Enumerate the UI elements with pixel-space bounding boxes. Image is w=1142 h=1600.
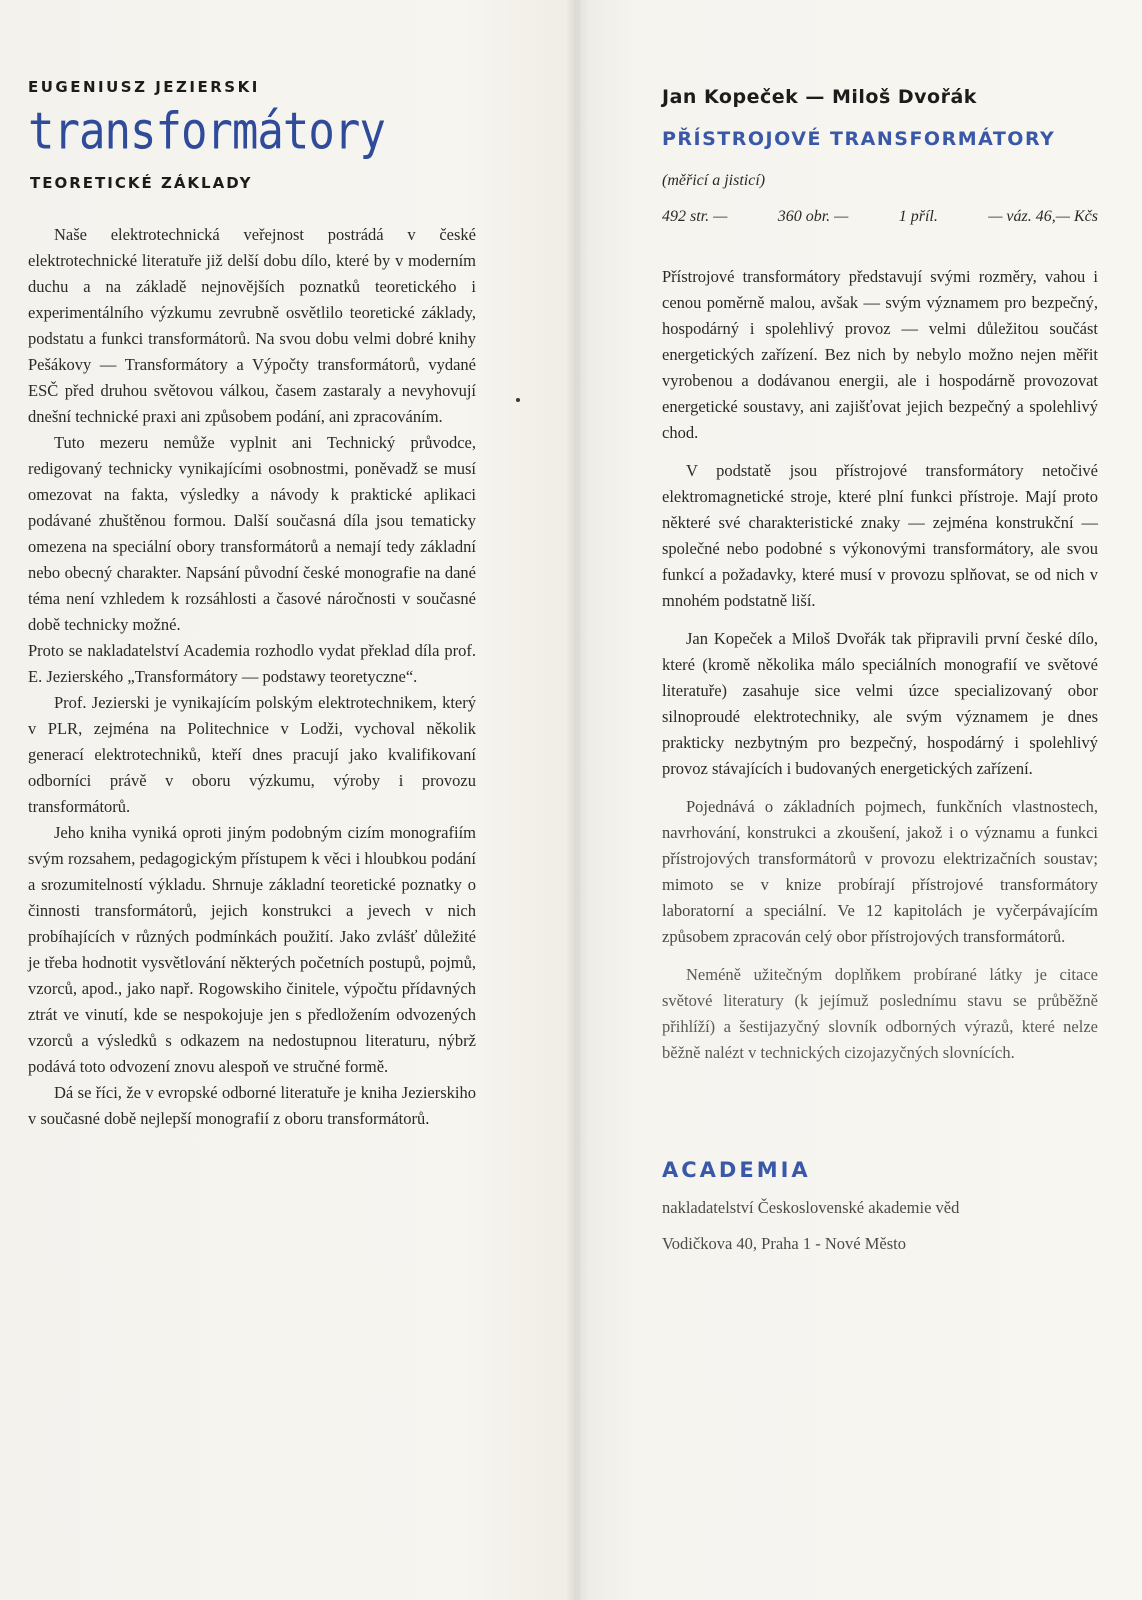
right-book-subtitle: (měřicí a jisticí): [662, 172, 766, 189]
right-authors: Jan Kopeček — Miloš Dvořák: [662, 86, 977, 108]
book-specs: [662, 208, 1098, 226]
book-gutter-shadow: [566, 0, 588, 1600]
left-paragraph: Tuto mezeru nemůže vyplnit ani Technický průvodce, redigovaný technicky vynikajícími osobnostmi, poněvadž se musí omezovat na fakta, výsledky a návody k praktické aplikaci podávané zhuštěnou formou. Další současná díla jsou tematicky omezena na speciální obory transformátorů a nemají tedy základní nebo obecný charakter. Napsání původní české monografie na dané téma není vzhledem k rozsáhlosti a časové náročnosti v současné době technicky možné.: [28, 433, 476, 635]
right-paragraph: Neméně užitečným doplňkem probírané látky je citace světové literatury (k jejímuž poslednímu stavu se průběžně přihlíží) a šestijazyčný slovník odborných výrazů, které nelze běžně nalézt v technických cizojazyčných slovnících.: [662, 965, 1098, 1062]
right-book-title: PŘÍSTROJOVÉ TRANSFORMÁTORY: [662, 128, 1056, 150]
spec-pages: 492 str. —: [662, 208, 728, 225]
right-paragraph: V podstatě jsou přístrojové transformátory netočivé elektromagnetické stroje, které plní funkci přístroje. Mají proto některé své charakteristické znaky — zejména konstrukční — společné nebo podobné s výkonovými transformátory, ale svou funkcí a požadavky, které musí v provozu splňovat, se od nich v mnohém podstatně liší.: [662, 461, 1098, 610]
right-paragraph: Pojednává o základních pojmech, funkčních vlastnostech, navrhování, konstrukci a zkoušení, jakož i o významu a funkci přístrojových transformátorů v provozu elektrizačních soustav; mimoto se v knize probírají přístrojové transformátory laboratorní a speciální. Ve 12 kapitolách je vyčerpávajícím způsobem zpracován celý obor přístrojových transformátorů.: [662, 797, 1098, 946]
left-paragraph: Jeho kniha vyniká oproti jiným podobným cizím monografiím svým rozsahem, pedagogickým přístupem k věci i hloubkou podání a srozumitelností výkladu. Shrnuje základní teoretické poznatky o činnosti transformátorů, jejich konstrukci a jevech v nich probíhajících v různých podmínkách použití. Jako zvlášť důležité je třeba hodnotit vysvětlování některých početních postupů, pojmů, vzorců, apod., jako např. Rogowskiho činitele, výpočtu přídavných ztrát ve vinutí, kde se nespokojuje jen s předložením odvozených vzorců a výsledků s odkazem na nedostupnou literaturu, nýbrž podává toto odvození znovu alespoň ve stručné formě.: [28, 823, 476, 1077]
publisher-address: Vodičkova 40, Praha 1 - Nové Město: [662, 1234, 906, 1253]
spec-price: — váz. 46,— Kčs: [988, 208, 1098, 225]
left-paragraph: Naše elektrotechnická veřejnost postrádá v české elektrotechnické literatuře již delší dobu dílo, které by v moderním duchu a na základě nejnovějších poznatků teoretického i experimentálního výzkumu zevrubně osvětlilo teoretické základy, podstatu a funkci transformátorů. Na svou dobu velmi dobré knihy Pešákovy — Transformátory a Výpočty transformátorů, vydané ESČ před druhou světovou válkou, časem zastaraly a nevyhovují dnešní technické praxi ani způsobem podání, ani zpracováním.: [28, 225, 476, 427]
right-paragraph: Jan Kopeček a Miloš Dvořák tak připravili první české dílo, které (kromě několika málo speciálních monografií ve světové literatuře) zasahuje sice velmi úzce specializovaný obor silnoproudé elektrotechniky, ale svým významem je dnes prakticky nezbytným pro bezpečný, hospodárný i spolehlivý provoz stávajících i budovaných energetických zařízení.: [662, 629, 1098, 778]
right-body-text: [662, 264, 1098, 1066]
left-body-text: [28, 222, 476, 1132]
publisher-name: ACADEMIA: [662, 1158, 811, 1182]
left-author: EUGENIUSZ JEZIERSKI: [28, 78, 260, 96]
right-paragraph: Přístrojové transformátory představují svými rozměry, vahou i cenou poměrně malou, avšak — svým významem pro bezpečný, hospodárný i spolehlivý provoz — velmi důležitou součást energetických zařízení. Bez nich by nebylo možno nejen měřit vyrobenou a dodávanou energii, ale i hospodárně provozovat energetické soustavy, ani zajišťovat jejich bezpečný a spolehlivý chod.: [662, 267, 1098, 442]
left-book-subtitle: TEORETICKÉ ZÁKLADY: [30, 174, 253, 193]
spec-figures: 360 obr. —: [777, 208, 849, 225]
print-speck: [516, 398, 520, 402]
left-book-title: transformátory: [28, 102, 385, 162]
spec-appendix: 1 příl.: [898, 208, 938, 225]
left-paragraph: Proto se nakladatelství Academia rozhodlo vydat překlad díla prof. E. Jezierského „Transformátory — podstawy teoretyczne“.: [28, 641, 476, 687]
left-paragraph: Dá se říci, že v evropské odborné literatuře je kniha Jezierskiho v současné době nejlepší monografií z oboru transformátorů.: [28, 1083, 476, 1129]
left-paragraph: Prof. Jezierski je vynikajícím polským elektrotechnikem, který v PLR, zejména na Politechnice v Lodži, vychoval několik generací elektrotechniků, kteří dnes pracují jako kvalifikovaní odborníci právě v oboru výzkumu, výroby i provozu transformátorů.: [28, 693, 476, 817]
publisher-line: nakladatelství Československé akademie věd: [662, 1198, 960, 1217]
right-page: [580, 0, 1142, 1600]
